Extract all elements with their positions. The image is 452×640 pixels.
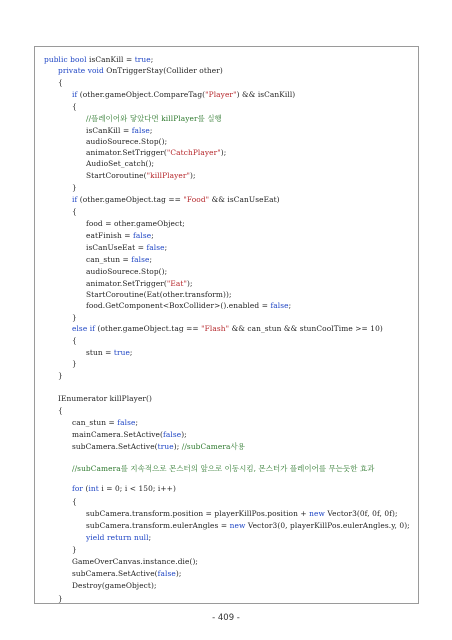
code-line: {	[58, 406, 63, 415]
code-line: subCamera.transform.eulerAngles = new Vector3(0, playerKillPos.eulerAngles.y, 0);	[86, 521, 410, 530]
code-line: food.GetComponent<BoxCollider>().enabled = false;	[86, 301, 292, 310]
code-line: subCamera.SetActive(false);	[72, 569, 182, 578]
code-line: {	[72, 336, 77, 345]
code-line: {	[72, 207, 77, 216]
code-line: //subCamera를 지속적으로 몬스터의 앞으로 이동시킴, 몬스터가 플레이어를 무는듯한 효과	[72, 464, 375, 473]
code-line: else if (other.gameObject.tag == "Flash" && can_stun && stunCoolTime >= 10)	[72, 324, 383, 333]
code-line: StartCoroutine(Eat(other.transform));	[86, 290, 232, 299]
code-line: GameOverCanvas.instance.die();	[72, 557, 199, 566]
code-line: }	[72, 313, 77, 322]
code-line: subCamera.SetActive(true); //subCamera사용	[72, 442, 245, 451]
code-line: {	[58, 78, 63, 87]
code-line: can_stun = false;	[72, 418, 139, 427]
code-line: subCamera.transform.position = playerKillPos.position + new Vector3(0f, 0f, 0f);	[86, 509, 398, 518]
code-line: isCanUseEat = false;	[86, 243, 168, 252]
code-line: AudioSet_catch();	[86, 159, 155, 168]
code-line: Destroy(gameObject);	[72, 581, 157, 590]
code-line: animator.SetTrigger("CatchPlayer");	[86, 148, 227, 157]
code-line: {	[72, 102, 77, 111]
page-number: - 409 -	[212, 613, 240, 623]
code-line: isCanKill = false;	[86, 126, 153, 135]
code-line: private void OnTriggerStay(Collider other)	[58, 66, 223, 75]
code-line: }	[58, 371, 63, 380]
code-line: food = other.gameObject;	[86, 219, 185, 228]
code-line: audioSourece.Stop();	[86, 267, 168, 276]
code-line: StartCoroutine("killPlayer");	[86, 171, 196, 180]
code-line: }	[72, 545, 77, 554]
code-line: audioSourece.Stop();	[86, 137, 168, 146]
code-line: mainCamera.SetActive(false);	[72, 430, 187, 439]
code-line: //플레이어와 닿았다면 killPlayer를 실행	[86, 114, 222, 123]
code-line: for (int i = 0; i < 150; i++)	[72, 484, 176, 493]
code-line: yield return null;	[86, 533, 152, 542]
code-line: stun = true;	[86, 348, 133, 357]
code-line: eatFinish = false;	[86, 231, 154, 240]
code-line: }	[72, 359, 77, 368]
code-line: IEnumerator killPlayer()	[58, 394, 153, 403]
code-line: if (other.gameObject.CompareTag("Player") && isCanKill)	[72, 90, 296, 99]
code-line: }	[72, 183, 77, 192]
code-line: }	[58, 594, 63, 603]
code-line: {	[72, 497, 77, 506]
code-line: if (other.gameObject.tag == "Food" && isCanUseEat)	[72, 195, 280, 204]
code-line: can_stun = false;	[86, 255, 153, 264]
code-line: public bool isCanKill = true;	[44, 55, 154, 64]
code-line: animator.SetTrigger("Eat");	[86, 279, 193, 288]
